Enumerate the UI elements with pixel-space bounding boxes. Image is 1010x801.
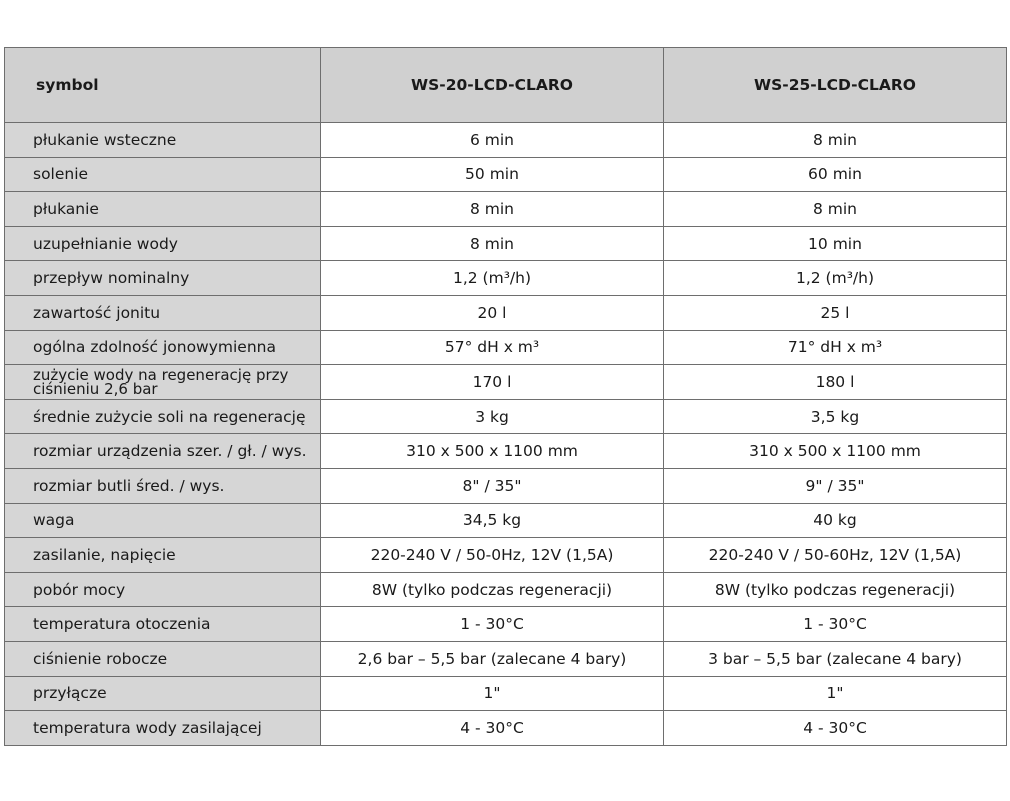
value-ws20: 8 min (321, 226, 664, 261)
header-symbol: symbol (5, 48, 321, 123)
value-ws25: 220-240 V / 50-60Hz, 12V (1,5A) (664, 538, 1007, 573)
value-ws25: 3,5 kg (664, 399, 1007, 434)
value-ws20: 6 min (321, 123, 664, 158)
value-ws20: 1 - 30°C (321, 607, 664, 642)
value-ws25: 4 - 30°C (664, 711, 1007, 746)
row-label: solenie (5, 157, 321, 192)
row-label: zasilanie, napięcie (5, 538, 321, 573)
row-label: temperatura wody zasilającej (5, 711, 321, 746)
value-ws25: 71° dH x m³ (664, 330, 1007, 365)
row-label: temperatura otoczenia (5, 607, 321, 642)
table-row (5, 572, 1007, 607)
value-ws25: 8W (tylko podczas regeneracji) (664, 572, 1007, 607)
table-row (5, 503, 1007, 538)
value-ws20: 34,5 kg (321, 503, 664, 538)
table-row (5, 192, 1007, 227)
row-label-text: zużycie wody na regenerację przy ciśnieniu 2,6 bar (33, 365, 289, 398)
row-label: pobór mocy (5, 572, 321, 607)
value-ws20: 1" (321, 676, 664, 711)
header-model-ws25 (664, 48, 1007, 123)
value-ws20: 57° dH x m³ (321, 330, 664, 365)
value-ws25: 60 min (664, 157, 1007, 192)
row-label (5, 365, 321, 400)
row-label: przyłącze (5, 676, 321, 711)
value-ws25: 40 kg (664, 503, 1007, 538)
value-ws25: 1" (664, 676, 1007, 711)
value-ws20: 2,6 bar – 5,5 bar (zalecane 4 bary) (321, 641, 664, 676)
value-ws25: 3 bar – 5,5 bar (zalecane 4 bary) (664, 641, 1007, 676)
table-row (5, 676, 1007, 711)
value-ws25: 10 min (664, 226, 1007, 261)
value-ws25: 1 - 30°C (664, 607, 1007, 642)
table-row (5, 365, 1007, 400)
table-row (5, 261, 1007, 296)
row-label: średnie zużycie soli na regenerację (5, 399, 321, 434)
table-row (5, 607, 1007, 642)
spec-table-wrapper (4, 47, 1006, 746)
value-ws20: 20 l (321, 295, 664, 330)
table-row (5, 434, 1007, 469)
value-ws20: 1,2 (m³/h) (321, 261, 664, 296)
value-ws25: 8 min (664, 192, 1007, 227)
row-label: rozmiar butli śred. / wys. (5, 468, 321, 503)
table-row (5, 123, 1007, 158)
row-label: rozmiar urządzenia szer. / gł. / wys. (5, 434, 321, 469)
table-row (5, 226, 1007, 261)
value-ws20: 4 - 30°C (321, 711, 664, 746)
value-ws25: 8 min (664, 123, 1007, 158)
value-ws20: 8" / 35" (321, 468, 664, 503)
row-label: zawartość jonitu (5, 295, 321, 330)
value-ws25: 1,2 (m³/h) (664, 261, 1007, 296)
value-ws25: 310 x 500 x 1100 mm (664, 434, 1007, 469)
value-ws20: 8W (tylko podczas regeneracji) (321, 572, 664, 607)
row-label: płukanie (5, 192, 321, 227)
value-ws20: 8 min (321, 192, 664, 227)
row-label: waga (5, 503, 321, 538)
value-ws20: 3 kg (321, 399, 664, 434)
table-row (5, 399, 1007, 434)
table-row (5, 641, 1007, 676)
value-ws20: 310 x 500 x 1100 mm (321, 434, 664, 469)
value-ws20: 50 min (321, 157, 664, 192)
row-label: przepływ nominalny (5, 261, 321, 296)
table-row (5, 468, 1007, 503)
table-row (5, 538, 1007, 573)
row-label: płukanie wsteczne (5, 123, 321, 158)
spec-table (4, 47, 1007, 746)
table-header-row (5, 48, 1007, 123)
header-model-ws20: WS-20-LCD-CLARO (321, 48, 664, 123)
table-row (5, 711, 1007, 746)
row-label: ogólna zdolność jonowymienna (5, 330, 321, 365)
value-ws25: 180 l (664, 365, 1007, 400)
table-row (5, 157, 1007, 192)
table-row (5, 330, 1007, 365)
table-row (5, 295, 1007, 330)
value-ws25: 9" / 35" (664, 468, 1007, 503)
row-label: uzupełnianie wody (5, 226, 321, 261)
value-ws20: 220-240 V / 50-0Hz, 12V (1,5A) (321, 538, 664, 573)
value-ws20: 170 l (321, 365, 664, 400)
header-model-ws25-label: WS-25-LCD-CLARO (754, 76, 916, 94)
value-ws25: 25 l (664, 295, 1007, 330)
row-label: ciśnienie robocze (5, 641, 321, 676)
